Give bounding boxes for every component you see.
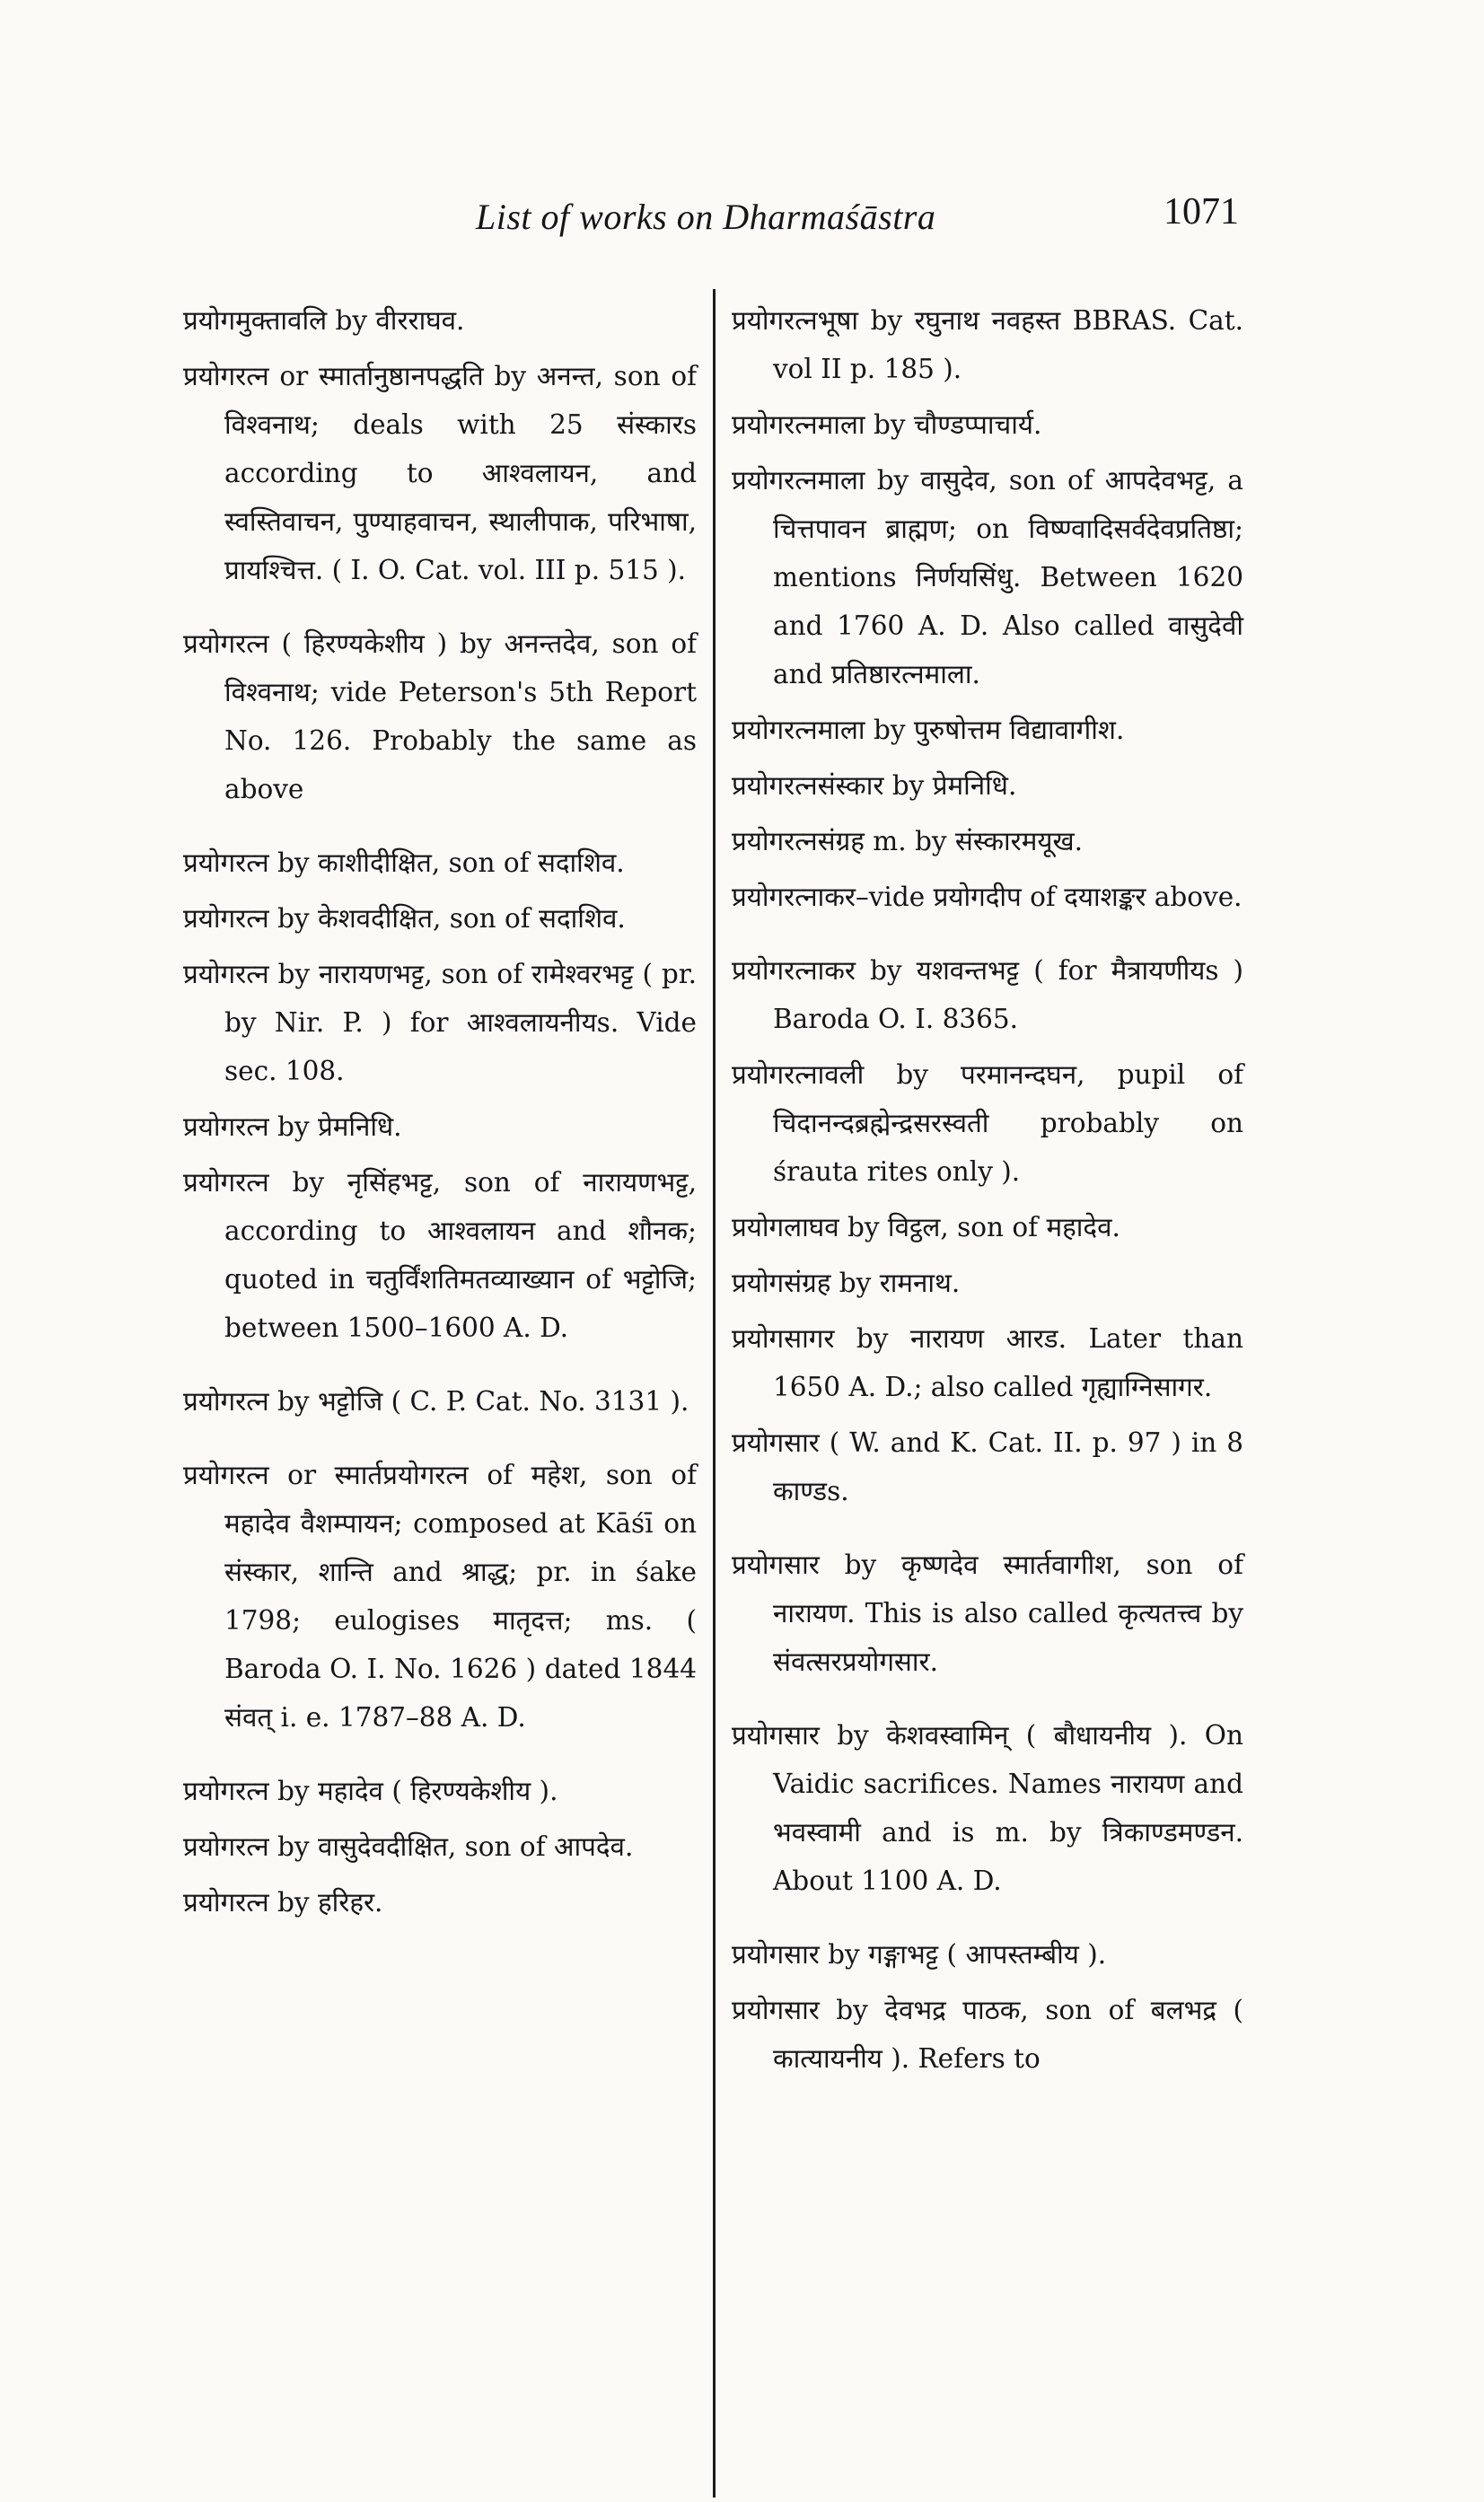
entry xyxy=(732,1418,1243,1515)
entry-text: प्रयोगरत्न by वासुदेवदीक्षित, son of आपदेव. xyxy=(183,1831,634,1862)
entry xyxy=(183,1767,697,1815)
entry xyxy=(183,352,697,594)
entry-text: प्रयोगरत्न by केशवदीक्षित, son of सदाशिव. xyxy=(183,903,626,934)
entry xyxy=(732,296,1243,393)
entry-text: प्रयोगरत्नमाला by पुरुषोत्तम विद्यावागीश. xyxy=(732,715,1125,745)
entry-text: प्रयोगरत्नावली by परमानन्दघन, pupil of चिदानन्दब्रह्मेन्द्रसरस्वती probably on śrauta rites only ). xyxy=(732,1059,1243,1187)
entry xyxy=(183,1377,697,1426)
entry-text: प्रयोगसार by गङ्गाभट्ट ( आपस्तम्बीय ). xyxy=(732,1939,1107,1970)
entry-text: प्रयोगसार by देवभद्र पाठक, son of बलभद्र ( कात्यायनीय ). Refers to xyxy=(732,1995,1243,2074)
entry-text: प्रयोगरत्न ( हिरण्यकेशीय ) by अनन्तदेव, son of विश्वनाथ; vide Peterson's 5th Report No. 126. Probably the same as above xyxy=(183,628,697,804)
entry-text: प्रयोगरत्न or स्मार्तानुष्ठानपद्धति by अनन्त, son of विश्वनाथ; deals with 25 संस्कारs according to आश्वलायन, and स्वस्तिवाचन, पुण्याहवाचन, स्थालीपाक, परिभाषा, प्रायश्चित्त. ( I. O. Cat. vol. III p. 515 ). xyxy=(183,361,697,585)
entry xyxy=(732,456,1243,698)
entry-text: प्रयोगरत्नमाला by चौण्डप्पाचार्य. xyxy=(732,409,1042,440)
entry-text: प्रयोगरत्नमाला by वासुदेव, son of आपदेवभट्ट, a चित्तपावन ब्राह्मण; on विष्ण्वादिसर्वदेवप्रतिष्ठा; mentions निर्णयसिंधु. Between 1620 and 1760 A. D. Also called वासुदेवी and प्रतिष्ठारत्नमाला. xyxy=(732,465,1243,689)
entry xyxy=(183,1158,697,1352)
entry xyxy=(732,946,1243,1043)
page-number: 1071 xyxy=(1163,191,1239,233)
entry xyxy=(732,761,1243,810)
entry xyxy=(732,1711,1243,1905)
entry-text: प्रयोगरत्न by भट्टोजि ( C. P. Cat. No. 3131 ). xyxy=(183,1386,689,1417)
entry-text: प्रयोगरत्न or स्मार्तप्रयोगरत्न of महेश, son of महादेव वैशम्पायन; composed at Kāśī on संस्कार, शान्ति and श्राद्ध; pr. in śake 1798; eulogises मातृदत्त; ms. ( Baroda O. I. No. 1626 ) dated 1844 संवत् i. e. 1787–88 A. D. xyxy=(183,1460,697,1733)
entry xyxy=(732,1986,1243,2083)
entry-text: प्रयोगमुक्तावलि by वीरराघव. xyxy=(183,305,465,336)
entry-text: प्रयोगरत्न by महादेव ( हिरण्यकेशीय ). xyxy=(183,1776,558,1806)
entry-text: प्रयोगसार by कृष्णदेव स्मार्तवागीश, son of नारायण. This is also called कृत्यतत्त्व by संवत्सरप्रयोगसार. xyxy=(732,1549,1243,1677)
entry xyxy=(732,706,1243,754)
entry xyxy=(183,1451,697,1742)
left-column xyxy=(183,296,697,1934)
entry xyxy=(732,873,1243,921)
entry xyxy=(183,619,697,813)
entry-text: प्रयोगरत्न by हरिहर. xyxy=(183,1887,383,1918)
right-column xyxy=(732,296,1243,2090)
entry xyxy=(183,1822,697,1871)
entry-text: प्रयोगरत्नभूषा by रघुनाथ नवहस्त BBRAS. Cat. vol II p. 185 ). xyxy=(732,305,1243,384)
entry-text: प्रयोगरत्नसंग्रह m. by संस्कारमयूख. xyxy=(732,826,1083,856)
entry xyxy=(732,1259,1243,1307)
entry-text: प्रयोगसंग्रह by रामनाथ. xyxy=(732,1268,961,1298)
entry-text: प्रयोगसागर by नारायण आरड. Later than 1650 A. D.; also called गृह्याग्निसागर. xyxy=(732,1323,1243,1402)
entry xyxy=(732,1314,1243,1411)
entry-text: प्रयोगरत्न by नारायणभट्ट, son of रामेश्वरभट्ट ( pr. by Nir. P. ) for आश्वलायनीयs. Vide sec. 108. xyxy=(183,959,697,1086)
entry xyxy=(732,1930,1243,1979)
running-title: List of works on Dharmaśāstra xyxy=(476,197,936,237)
entry xyxy=(732,1541,1243,1686)
entry-text: प्रयोगसार by केशवस्वामिन् ( बौधायनीय ). On Vaidic sacrifices. Names नारायण and भवस्वामी and is m. by त्रिकाण्डमण्डन. About 1100 A. D. xyxy=(732,1720,1243,1896)
entry xyxy=(183,894,697,943)
entry xyxy=(183,1102,697,1151)
entry xyxy=(732,400,1243,449)
entry xyxy=(732,1050,1243,1196)
column-divider xyxy=(713,289,716,2498)
entry-text: प्रयोगरत्न by प्रेमनिधि. xyxy=(183,1111,402,1142)
entry xyxy=(183,950,697,1095)
entry xyxy=(183,1878,697,1927)
entry xyxy=(732,1203,1243,1251)
entry-text: प्रयोगरत्नाकर–vide प्रयोगदीप of दयाशङ्कर above. xyxy=(732,882,1243,912)
entry-text: प्रयोगरत्नाकर by यशवन्तभट्ट ( for मैत्रायणीयs ) Baroda O. I. 8365. xyxy=(732,955,1243,1034)
entry-text: प्रयोगरत्न by नृसिंहभट्ट, son of नारायणभट्ट, according to आश्वलायन and शौनक; quoted in चतुर्विंशतिमतव्याख्यान of भट्टोजि; between 1500–1600 A. D. xyxy=(183,1167,697,1343)
entry-text: प्रयोगलाघव by विट्ठल, son of महादेव. xyxy=(732,1212,1120,1242)
entry-text: प्रयोगसार ( W. and K. Cat. II. p. 97 ) in 8 काण्डs. xyxy=(732,1427,1243,1506)
entry-text: प्रयोगरत्न by काशीदीक्षित, son of सदाशिव. xyxy=(183,847,625,878)
entry xyxy=(183,838,697,887)
entry xyxy=(183,296,697,345)
entry-text: प्रयोगरत्नसंस्कार by प्रेमनिधि. xyxy=(732,770,1017,801)
entry xyxy=(732,817,1243,865)
